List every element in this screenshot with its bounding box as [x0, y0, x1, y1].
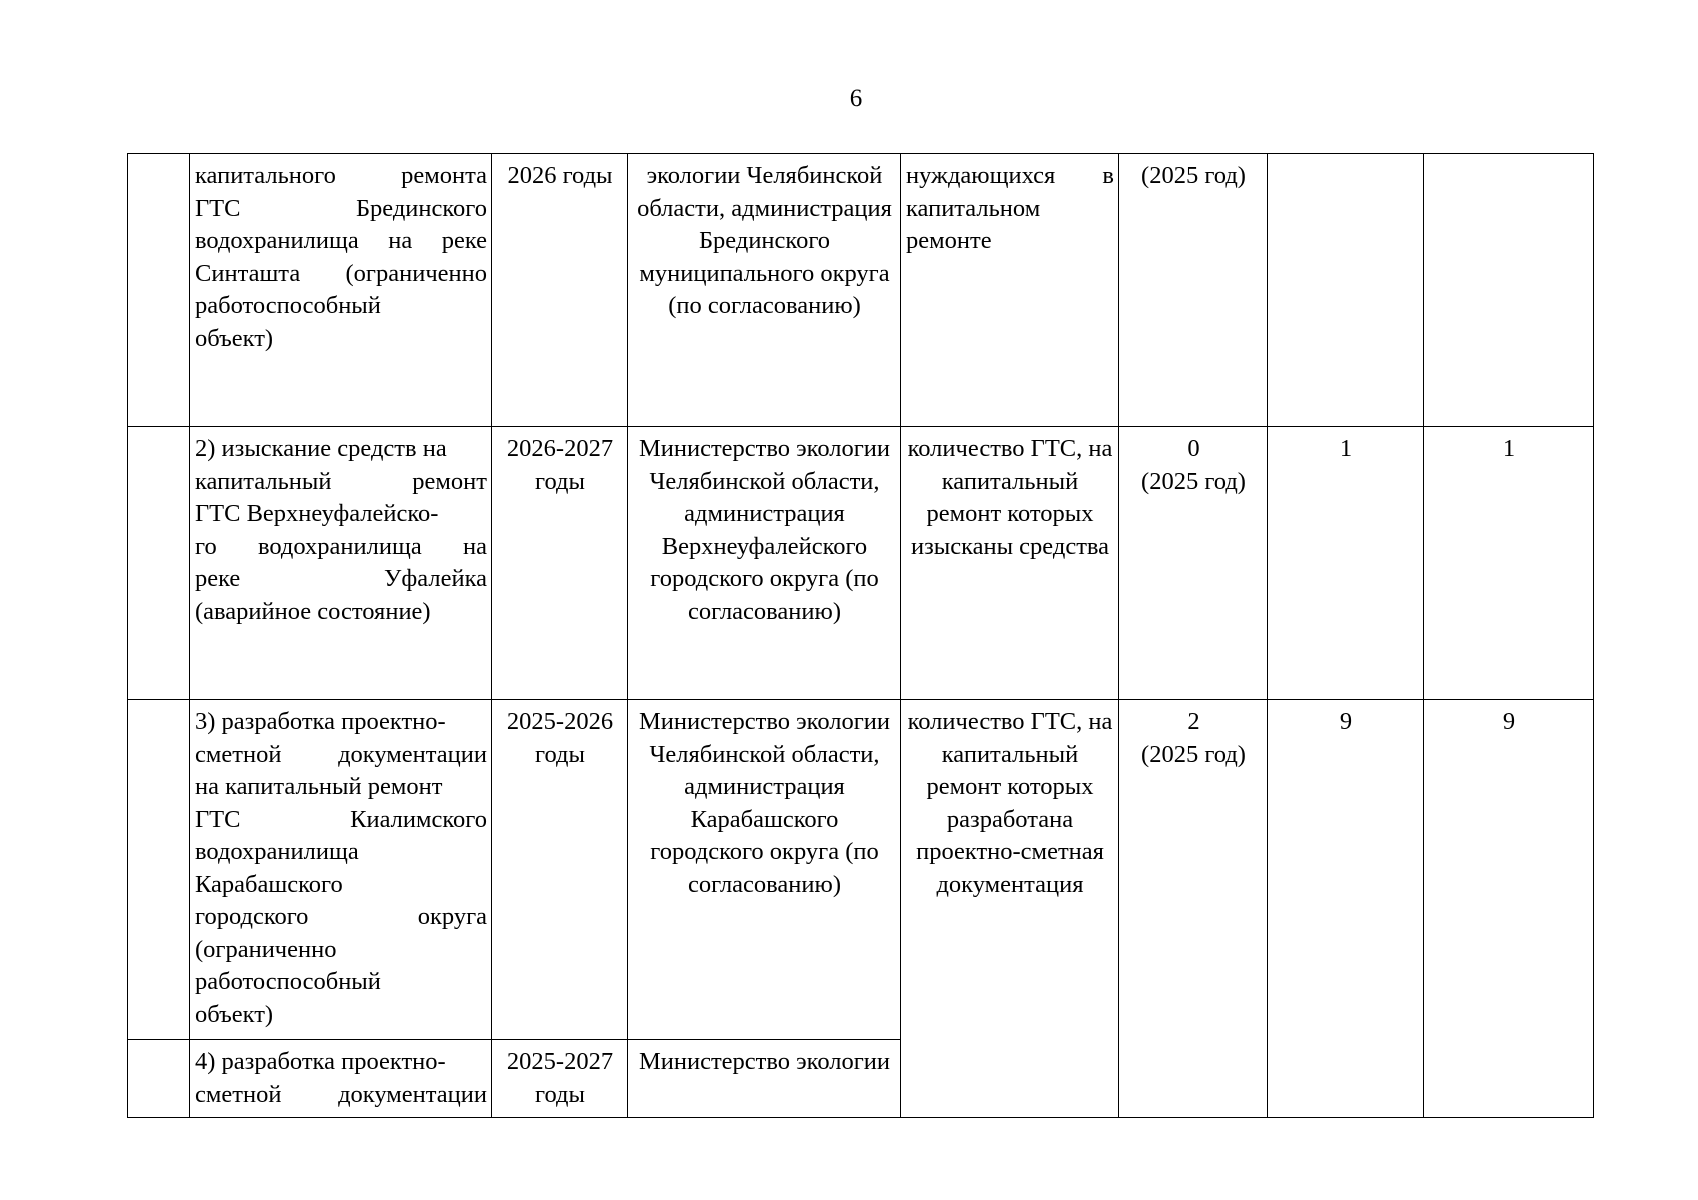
- base-value-cell: [1119, 427, 1268, 700]
- indicator-line: капитальном: [906, 194, 1041, 222]
- task-cell: [190, 1040, 492, 1118]
- task-line: сметной документации: [195, 740, 487, 768]
- indicator-line: ремонте: [906, 227, 992, 254]
- indicator-line: нуждающихся в: [906, 162, 1114, 189]
- value-cell: 9: [1268, 700, 1424, 1118]
- row-number-cell: [128, 154, 190, 427]
- table-row: [128, 427, 1594, 700]
- executor-cell: Министерство экологии Челябинской области, администрация Карабашского городского округа (по согласованию): [628, 700, 901, 1040]
- page-number: 6: [849, 85, 863, 112]
- base-year: (2025 год): [1141, 162, 1246, 189]
- task-line: объект): [195, 324, 274, 352]
- term-cell: 2025-2027 годы: [492, 1040, 628, 1118]
- row-number-cell: [128, 427, 190, 700]
- indicator-cell: [901, 154, 1119, 427]
- value-cell: [1268, 154, 1424, 427]
- task-line: капитального ремонта: [195, 162, 487, 189]
- task-line: работоспособный: [195, 292, 381, 319]
- task-line: водохранилища на реке: [195, 227, 487, 254]
- executor-cell: Министерство экологии: [628, 1040, 901, 1118]
- task-line: объект): [195, 1000, 274, 1028]
- base-value-cell: [1119, 700, 1268, 1118]
- task-cell: [190, 154, 492, 427]
- term-cell: 2026 годы: [492, 154, 628, 427]
- task-line: ГТС Брединского: [195, 194, 487, 222]
- task-line: ГТС Верхнеуфалейско-: [195, 500, 439, 527]
- task-line: (ограниченно: [195, 935, 337, 963]
- task-cell: [190, 700, 492, 1040]
- indicator-cell: количество ГТС, на капитальный ремонт которых разработана проектно-сметная документация: [901, 700, 1119, 1118]
- row-number-cell: [128, 700, 190, 1040]
- task-line: Карабашского: [195, 870, 343, 898]
- task-line: 2) изыскание средств на: [195, 435, 447, 462]
- value-cell: 1: [1424, 427, 1594, 700]
- indicator-cell: количество ГТС, на капитальный ремонт которых изысканы средства: [901, 427, 1119, 700]
- measures-table: [127, 153, 1594, 1118]
- task-line: ГТС Киалимского: [195, 805, 487, 833]
- task-line: работоспособный: [195, 968, 381, 995]
- term-cell: 2025-2026 годы: [492, 700, 628, 1040]
- task-line: 4) разработка проектно-: [195, 1048, 446, 1075]
- executor-cell: Министерство экологии Челябинской области, администрация Верхнеуфалейского городского округа (по согласованию): [628, 427, 901, 700]
- base-value-cell: [1119, 154, 1268, 427]
- task-line: городского округа: [195, 903, 487, 930]
- value-cell: 1: [1268, 427, 1424, 700]
- task-line: реке Уфалейка: [195, 565, 487, 592]
- task-line: сметной документации: [195, 1080, 487, 1108]
- task-line: (аварийное состояние): [195, 597, 431, 625]
- task-line: го водохранилища на: [195, 532, 487, 560]
- executor-cell: экологии Челябинской области, администрация Брединского муниципального округа (по согласованию): [628, 154, 901, 427]
- task-line: 3) разработка проектно-: [195, 708, 446, 735]
- value-cell: 9: [1424, 700, 1594, 1118]
- base-value: 2: [1187, 708, 1200, 735]
- task-line: Синташта (ограниченно: [195, 259, 487, 287]
- task-line: капитальный ремонт: [195, 467, 487, 495]
- task-line: на капитальный ремонт: [195, 773, 443, 800]
- base-value: 0: [1187, 435, 1200, 462]
- base-year: (2025 год): [1141, 467, 1246, 495]
- base-year: (2025 год): [1141, 740, 1246, 768]
- value-cell: [1424, 154, 1594, 427]
- row-number-cell: [128, 1040, 190, 1118]
- task-cell: [190, 427, 492, 700]
- table-row: [128, 700, 1594, 1040]
- term-cell: 2026-2027 годы: [492, 427, 628, 700]
- task-line: водохранилища: [195, 838, 359, 865]
- table-row: [128, 154, 1594, 427]
